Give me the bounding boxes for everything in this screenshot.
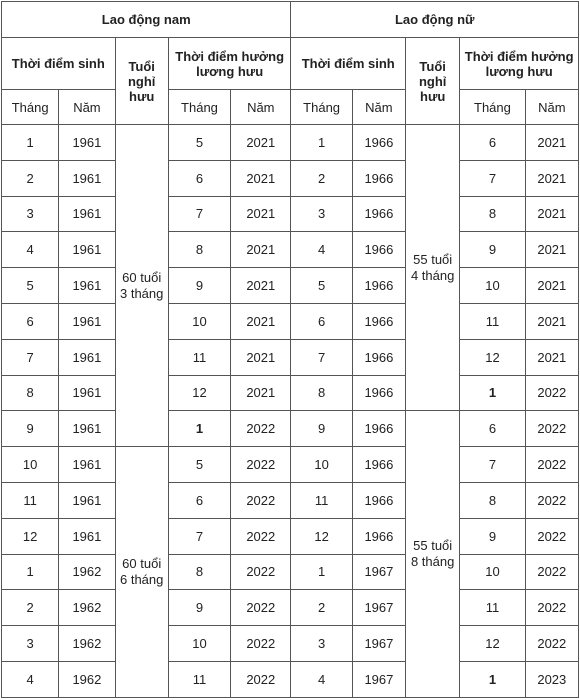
male-birth-month-cell: 7 [2,339,59,375]
female-pension-year-cell: 2022 [525,482,578,518]
header-row-columns [2,38,579,90]
male-pension-year-cell: 2022 [231,447,291,483]
female-birth-month-cell: 9 [291,411,352,447]
female-pension-month-cell: 8 [460,196,525,232]
female-birth-month-cell: 2 [291,590,352,626]
male-pension-year-cell: 2022 [231,482,291,518]
male-pension-year-cell: 2022 [231,554,291,590]
male-birth-month-cell: 10 [2,447,59,483]
male-birth-month-cell: 1 [2,554,59,590]
female-pension-month-header: Tháng [460,90,525,125]
female-pension-year-cell: 2021 [525,303,578,339]
female-pension-year-cell: 2021 [525,232,578,268]
male-pension-year-cell: 2021 [231,125,291,161]
male-pension-month-cell: 9 [168,268,230,304]
male-pension-month-cell: 1 [168,411,230,447]
female-birth-month-cell: 1 [291,125,352,161]
female-birth-month-cell: 7 [291,339,352,375]
female-pension-month-cell: 7 [460,160,525,196]
female-pension-month-cell: 9 [460,518,525,554]
male-birth-year-cell: 1962 [59,554,115,590]
female-birth-year-cell: 1966 [352,232,405,268]
male-birth-month-cell: 6 [2,303,59,339]
male-pension-month-cell: 5 [168,125,230,161]
male-birth-month-cell: 11 [2,482,59,518]
female-pension-year-cell: 2021 [525,125,578,161]
male-pension-year-cell: 2021 [231,339,291,375]
table-row [2,518,579,554]
male-pension-month-header: Tháng [168,90,230,125]
female-retire-age-cell-1: 55 tuổi 4 tháng [406,125,460,411]
male-birth-year-cell: 1961 [59,125,115,161]
female-pension-time-header: Thời điểm hưởng lương hưu [460,38,579,90]
table-row [2,447,579,483]
male-birth-month-cell: 4 [2,661,59,697]
female-birth-month-cell: 1 [291,554,352,590]
male-birth-year-cell: 1961 [59,518,115,554]
female-birth-year-cell: 1966 [352,125,405,161]
table-row [2,196,579,232]
female-birth-year-cell: 1966 [352,482,405,518]
female-birth-year-cell: 1966 [352,303,405,339]
male-birth-year-cell: 1962 [59,661,115,697]
female-retire-age-cell-2: 55 tuổi 8 tháng [406,411,460,697]
male-pension-month-cell: 5 [168,447,230,483]
male-pension-month-cell: 7 [168,196,230,232]
retirement-table [1,1,579,698]
table-row [2,590,579,626]
male-pension-year-cell: 2022 [231,590,291,626]
female-birth-year-cell: 1966 [352,411,405,447]
male-pension-month-cell: 6 [168,482,230,518]
male-pension-month-cell: 8 [168,554,230,590]
female-birth-year-cell: 1967 [352,626,405,662]
male-retire-age-cell-1: 60 tuổi 3 tháng [115,125,168,447]
male-birth-year-cell: 1961 [59,303,115,339]
female-pension-month-cell: 6 [460,411,525,447]
male-pension-month-cell: 8 [168,232,230,268]
female-birth-month-cell: 12 [291,518,352,554]
male-birth-year-cell: 1961 [59,339,115,375]
male-pension-month-cell: 10 [168,303,230,339]
female-retire-age-header: Tuổi nghỉ hưu [406,38,460,125]
female-birth-year-cell: 1967 [352,590,405,626]
male-pension-month-cell: 7 [168,518,230,554]
male-pension-year-cell: 2021 [231,196,291,232]
female-pension-month-cell: 7 [460,447,525,483]
male-pension-year-cell: 2022 [231,661,291,697]
male-birth-time-header: Thời điểm sinh [2,38,116,90]
table-row [2,125,579,161]
female-pension-year-cell: 2022 [525,626,578,662]
table-row [2,482,579,518]
male-group-header: Lao động nam [2,2,291,38]
male-birth-month-cell: 4 [2,232,59,268]
male-pension-year-cell: 2021 [231,160,291,196]
female-pension-month-cell: 10 [460,268,525,304]
male-birth-month-cell: 3 [2,626,59,662]
female-birth-year-cell: 1966 [352,339,405,375]
male-birth-year-header: Năm [59,90,115,125]
female-pension-month-cell: 10 [460,554,525,590]
female-pension-month-cell: 6 [460,125,525,161]
male-birth-year-cell: 1961 [59,160,115,196]
male-birth-year-cell: 1962 [59,590,115,626]
table-row [2,661,579,697]
female-birth-year-cell: 1966 [352,268,405,304]
female-birth-month-cell: 11 [291,482,352,518]
female-pension-year-cell: 2022 [525,554,578,590]
female-pension-year-cell: 2021 [525,339,578,375]
male-pension-year-cell: 2021 [231,303,291,339]
table-row [2,268,579,304]
female-pension-month-cell: 12 [460,339,525,375]
male-pension-month-cell: 10 [168,626,230,662]
male-birth-year-cell: 1961 [59,411,115,447]
female-birth-month-cell: 2 [291,160,352,196]
female-pension-year-cell: 2022 [525,590,578,626]
female-birth-year-cell: 1967 [352,554,405,590]
female-pension-month-cell: 12 [460,626,525,662]
female-birth-month-cell: 3 [291,626,352,662]
female-birth-month-header: Tháng [291,90,352,125]
table-row [2,339,579,375]
female-pension-year-cell: 2023 [525,661,578,697]
male-pension-month-cell: 12 [168,375,230,411]
table-row [2,160,579,196]
female-birth-month-cell: 4 [291,661,352,697]
male-pension-month-cell: 9 [168,590,230,626]
female-pension-year-cell: 2021 [525,160,578,196]
male-birth-month-cell: 2 [2,160,59,196]
male-birth-year-cell: 1961 [59,232,115,268]
female-pension-year-cell: 2022 [525,447,578,483]
male-birth-year-cell: 1961 [59,268,115,304]
female-birth-year-cell: 1966 [352,196,405,232]
male-retire-age-header: Tuổi nghỉ hưu [115,38,168,125]
male-retire-age-cell-2: 60 tuổi 6 tháng [115,447,168,698]
male-birth-month-cell: 12 [2,518,59,554]
table-row [2,303,579,339]
male-pension-year-cell: 2021 [231,232,291,268]
table-row [2,626,579,662]
table-row [2,232,579,268]
female-birth-month-cell: 6 [291,303,352,339]
male-pension-time-header: Thời điểm hưởng lương hưu [168,38,291,90]
header-row-groups [2,2,579,38]
male-pension-year-cell: 2021 [231,268,291,304]
male-birth-month-cell: 9 [2,411,59,447]
male-pension-year-cell: 2021 [231,375,291,411]
female-pension-year-cell: 2022 [525,518,578,554]
female-pension-year-cell: 2022 [525,411,578,447]
male-birth-month-cell: 2 [2,590,59,626]
female-group-header: Lao động nữ [291,2,579,38]
male-birth-year-cell: 1962 [59,626,115,662]
male-pension-month-cell: 6 [168,160,230,196]
male-pension-month-cell: 11 [168,661,230,697]
female-pension-month-cell: 1 [460,375,525,411]
female-birth-month-cell: 3 [291,196,352,232]
male-pension-year-cell: 2022 [231,518,291,554]
female-pension-month-cell: 11 [460,303,525,339]
male-birth-month-header: Tháng [2,90,59,125]
male-birth-year-cell: 1961 [59,482,115,518]
female-birth-year-header: Năm [352,90,405,125]
female-birth-time-header: Thời điểm sinh [291,38,406,90]
male-birth-month-cell: 1 [2,125,59,161]
female-birth-year-cell: 1967 [352,661,405,697]
male-pension-month-cell: 11 [168,339,230,375]
female-pension-month-cell: 1 [460,661,525,697]
male-birth-year-cell: 1961 [59,196,115,232]
female-pension-year-cell: 2022 [525,375,578,411]
female-pension-month-cell: 11 [460,590,525,626]
table-row [2,411,579,447]
male-pension-year-cell: 2022 [231,626,291,662]
female-birth-month-cell: 8 [291,375,352,411]
table-row [2,375,579,411]
female-birth-year-cell: 1966 [352,375,405,411]
female-birth-year-cell: 1966 [352,447,405,483]
female-birth-month-cell: 5 [291,268,352,304]
table-row [2,554,579,590]
female-birth-year-cell: 1966 [352,160,405,196]
female-birth-year-cell: 1966 [352,518,405,554]
male-birth-month-cell: 3 [2,196,59,232]
female-pension-year-cell: 2021 [525,268,578,304]
male-birth-month-cell: 5 [2,268,59,304]
female-birth-month-cell: 4 [291,232,352,268]
female-birth-month-cell: 10 [291,447,352,483]
female-pension-month-cell: 8 [460,482,525,518]
male-pension-year-cell: 2022 [231,411,291,447]
female-pension-year-header: Năm [525,90,578,125]
male-pension-year-header: Năm [231,90,291,125]
male-birth-month-cell: 8 [2,375,59,411]
male-birth-year-cell: 1961 [59,447,115,483]
header-row-subcolumns [2,90,579,125]
female-pension-year-cell: 2021 [525,196,578,232]
male-birth-year-cell: 1961 [59,375,115,411]
female-pension-month-cell: 9 [460,232,525,268]
